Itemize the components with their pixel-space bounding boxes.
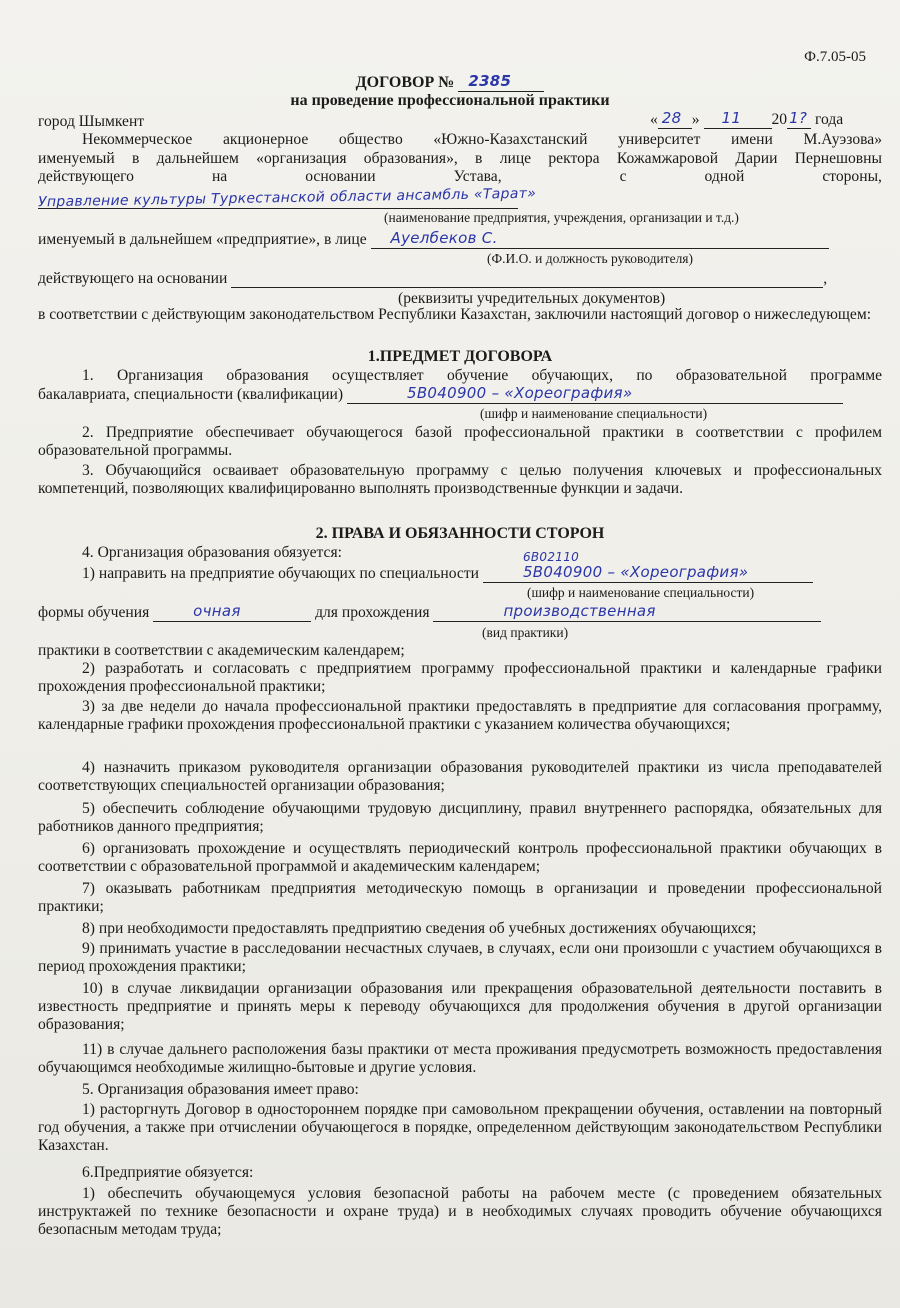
representative-line: именуемый в дальнейшем «предприятие», в лице Ауелбеков С. [38,231,829,249]
specialty-code: 5В040900 – «Хореография» [407,384,633,402]
item-5-1: 1) расторгнуть Договор в одностороннем порядке при самовольном прекращении обучения, оставлении на повторный год обучения, а также при отчислении обучающегося в порядке, определенном действующим законодательством Республики Казахстан. [38,1101,882,1154]
parties-line-2: именуемый в дальнейшем «организация образования», в лице ректора Кожамжаровой Дарии Пернешовны [38,150,882,167]
item-5: 5. Организация образования имеет право: [82,1081,359,1098]
representative-field[interactable] [371,231,829,249]
obligation-10: 10) в случае ликвидации организации образования или прекращения образовательной деятельности поставить в известность предприятие и принять меры к переводу обучающихся для продолжения обучения в другой организации образования; [38,980,882,1033]
section-1-p2: 2. Предприятие обеспечивает обучающегося базой профессиональной практики в соответствии с профилем образовательной программы. [38,424,882,459]
item-4: 4. Организация образования обязуется: [82,544,342,561]
obligation-9: 9) принимать участие в расследовании несчастных случаев, в случаях, если они произошли с участием обучающихся в период прохождения практики; [38,940,882,975]
obligation-11: 11) в случае дальнего расположения базы практики от места проживания предусмотреть возможность предоставления обучающимся необходимые жилищно-бытовые и другие условия. [38,1041,882,1076]
date-day: 28 [661,109,682,127]
document-title [0,74,900,92]
item-4-1-caption: (шифр и наименование специальности) [527,585,755,600]
specialty-caption: (шифр и наименование специальности) [480,406,708,421]
practice-type-field[interactable] [433,604,821,622]
item-6-1: 1) обеспечить обучающемуся условия безопасной работы на рабочем месте (с проведением обязательных инструктажей по технике безопасности и охране труда) и в необходимых случаях проводить обучение обучающихся безопасным методам труда; [38,1185,882,1238]
item-4-1: 1) направить на предприятие обучающих по специальности 6В02110 5В040900 – «Хореография» [82,565,813,583]
parties-line-1: Некоммерческое акционерное общество «Южно-Казахстанский университет имени М.Ауэзова» [82,131,882,148]
date-day-field[interactable] [658,111,692,129]
form-code: Ф.7.05-05 [804,49,866,65]
date-year-field[interactable] [787,111,811,129]
representative-name: Ауелбеков С. [390,229,498,247]
enterprise-caption: (наименование предприятия, учреждения, организации и т.д.) [384,210,739,225]
section-1-p3: 3. Обучающийся осваивает образовательную программу с целью получения ключевых и профессиональных компетенций, позволяющих квалифицированно выполнять производственные функции и задачи. [38,462,882,497]
study-form-line: формы обучения очная для прохождения производственная [38,604,821,622]
basis-line: действующего на основании , [38,270,828,287]
specialty-field[interactable] [347,386,843,404]
obligation-3: 3) за две недели до начала профессиональной практики предоставлять в предприятие для согласования программу, календарные графики прохождения профессиональной практики с указанием количества обучающихся; [38,698,882,733]
enterprise-name: Управление культуры Туркестанской области ансамбль «Тарат» [37,185,537,211]
representative-caption: (Ф.И.О. и должность руководителя) [487,251,694,266]
city: город Шымкент [38,113,145,130]
obligation-7: 7) оказывать работникам предприятия методическую помощь в организации и проведении профессиональной практики; [38,880,882,915]
date-line: « 28 » 11 20 1? года [650,109,844,128]
obligation-5: 5) обеспечить соблюдение обучающими трудовую дисциплину, правил внутреннего распорядка, обязательных для работников данного предприятия; [38,800,882,835]
basis-caption: (реквизиты учредительных документов) [398,290,666,307]
contract-number-field[interactable] [458,74,544,92]
section-1-p1-line2: бакалавриата, специальности (квалификации) 5В040900 – «Хореография» [38,386,843,404]
obligation-2: 2) разработать и согласовать с предприятием программу профессиональной практики и календарные графики прохождения профессиональной практики; [38,660,882,695]
document-subtitle: на проведение профессиональной практики [290,92,610,109]
study-form-field[interactable] [153,604,311,622]
obligation-6: 6) организовать прохождение и осуществлять периодический контроль профессиональной практики обучающих в соответствии с образовательной программой и академическим календарем; [38,840,882,875]
practice-type: производственная [503,602,656,620]
section-2-title: 2. ПРАВА И ОБЯЗАННОСТИ СТОРОН [315,525,605,542]
title-prefix: ДОГОВОР № [355,74,455,91]
obligation-4: 4) назначить приказом руководителя организации образования руководителей практики из числа преподавателей соответствующих специальностей организации образования; [38,759,882,794]
item-4-1-specialty-code-correction: 6В02110 [522,550,580,564]
parties-line-3: действующего на основании Устава, с одной стороны, [38,168,882,185]
item-6: 6.Предприятие обязуется: [82,1164,254,1181]
section-1-title: 1.ПРЕДМЕТ ДОГОВОРА [367,348,553,365]
obligation-8: 8) при необходимости предоставлять предприятию сведения об учебных достижениях обучающихся; [82,920,757,937]
date-year: 1? [789,109,808,127]
practice-type-caption: (вид практики) [482,625,569,640]
enterprise-name-field[interactable] [37,185,537,211]
date-month: 11 [721,109,742,127]
contract-number: 2385 [468,72,512,90]
law-text: в соответствии с действующим законодательством Республики Казахстан, заключили настоящий договор о нижеследующем: [38,306,872,323]
item-4-1-specialty-field[interactable] [483,550,813,583]
calendar-line: практики в соответствии с академическим календарем; [38,642,405,659]
date-month-field[interactable] [704,111,772,129]
basis-field[interactable] [231,270,823,288]
item-4-1-specialty: 5В040900 – «Хореография» [522,563,749,581]
study-form: очная [193,602,241,620]
section-1-p1-line1: 1. Организация образования осуществляет обучение обучающих, по образовательной программе [82,367,882,384]
